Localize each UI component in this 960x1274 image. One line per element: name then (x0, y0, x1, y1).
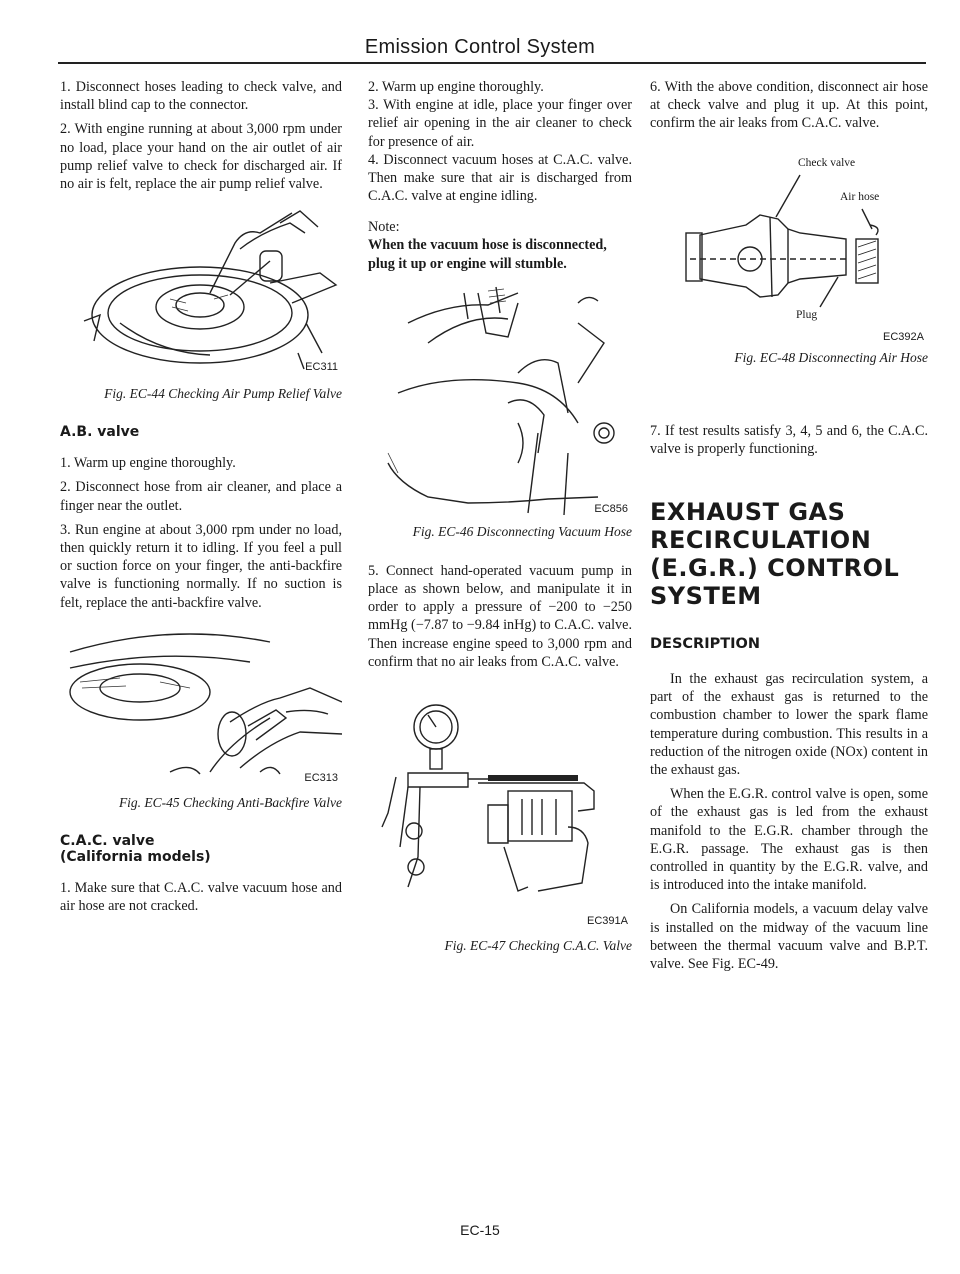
column-2 (368, 78, 632, 976)
anti-backfire-valve-illustration (60, 622, 342, 790)
figure-ec44 (60, 203, 342, 381)
figure-caption: Fig. EC-44 Checking Air Pump Relief Valve (104, 386, 342, 402)
figure-caption: Fig. EC-48 Disconnecting Air Hose (734, 349, 928, 365)
figure-ec48 (650, 155, 928, 345)
figure-code: EC392A (883, 330, 924, 343)
page-number: EC-15 (460, 1222, 500, 1238)
figure-code: EC391A (587, 915, 628, 928)
figure-code: EC856 (594, 502, 628, 515)
section-heading-ab-valve: A.B. valve (60, 424, 140, 441)
figure-caption: Fig. EC-45 Checking Anti-Backfire Valve (118, 794, 342, 810)
note-label: Note: (368, 219, 400, 236)
section-title-egr: EXHAUST GAS RECIRCULATION (E.G.R.) CONTROL SYSTEM (650, 498, 900, 611)
check-valve-air-hose-illustration (650, 155, 928, 345)
label-plug: Plug (796, 308, 818, 321)
figure-ec45 (60, 622, 342, 790)
air-pump-relief-valve-illustration (60, 203, 342, 381)
step-paragraph: 2. Warm up engine thoroughly. (368, 79, 544, 95)
checking-cac-valve-illustration (368, 687, 632, 933)
disconnecting-vacuum-hose-illustration (368, 283, 632, 519)
step-paragraph: 2. With engine running at about 3,000 rpm under no load, place your hand on the air outlet of air pump relief valve to check for discharged air. If no air is felt, replace the air pump relief valve. (60, 121, 342, 193)
step-paragraph: 1. Disconnect hoses leading to check valve, and install blind cap to the connector. (60, 79, 342, 114)
column-3 (650, 78, 928, 979)
step-paragraph: 7. If test results satisfy 3, 4, 5 and 6, the C.A.C. valve is properly functioning. (650, 422, 928, 457)
figure-caption: Fig. EC-46 Disconnecting Vacuum Hose (412, 523, 632, 539)
header-rule (58, 62, 926, 64)
page-header-title: Emission Control System (364, 36, 596, 58)
step-paragraph: 3. Run engine at about 3,000 rpm under no load, then quickly return it to idling. If you feel a pull or suction force on your finger, the anti-backfire valve is functioning normally. If no suction is felt, replace the anti-backfire valve. (60, 521, 342, 611)
step-paragraph: 3. With engine at idle, place your finger over relief air opening in the air cleaner to check for presence of air. (368, 97, 632, 150)
description-paragraph: When the E.G.R. control valve is open, some of the exhaust gas is led from the exhaust manifold to the E.G.R. chamber through the E.G.R. passage. The exhaust gas is then controlled in quantity by the E.G.R. valve, and is introduced into the intake manifold. (650, 786, 928, 894)
section-heading-cac-valve: C.A.C. valve (60, 832, 155, 849)
figure-ec47 (368, 687, 632, 933)
figure-code: EC313 (304, 771, 338, 784)
description-paragraph: On California models, a vacuum delay valve is installed on the midway of the vacuum line between the thermal vacuum valve and B.P.T. valve. See Fig. EC-49. (650, 901, 928, 973)
step-paragraph: 6. With the above condition, disconnect air hose at check valve and plug it up. At this point, confirm the air leaks from C.A.C. valve. (650, 79, 928, 132)
step-paragraph: 1. Warm up engine thoroughly. (60, 455, 236, 472)
section-heading-description: DESCRIPTION (650, 636, 760, 653)
step-paragraph: 1. Make sure that C.A.C. valve vacuum hose and air hose are not cracked. (60, 879, 342, 915)
section-subheading-california: (California models) (60, 848, 211, 865)
label-air-hose: Air hose (840, 190, 880, 203)
figure-code: EC311 (305, 361, 338, 374)
step-paragraph: 4. Disconnect vacuum hoses at C.A.C. valve. Then make sure that air is discharged from C.A.C. valve at engine idling. (368, 151, 632, 205)
description-paragraph: In the exhaust gas recirculation system, a part of the exhaust gas is returned to the combustion chamber to lower the spark flame temperature during combustion. This results in a reduction of the nitrogen oxide (NOx) content in the exhaust gas. (650, 671, 928, 779)
figure-caption: Fig. EC-47 Checking C.A.C. Valve (444, 938, 632, 954)
step-paragraph: 5. Connect hand-operated vacuum pump in place as shown below, and manipulate it in order to apply a pressure of −200 to −250 mmHg (−7.87 to −9.84 inHg) to C.A.C. valve. Then increase engine speed to 3,000 rpm and confirm that no air leaks from C.A.C. valve. (368, 562, 632, 670)
step-paragraph: 2. Disconnect hose from air cleaner, and place a finger near the outlet. (60, 479, 342, 514)
column-1 (60, 78, 342, 921)
figure-ec46 (368, 283, 632, 519)
label-check-valve: Check valve (798, 156, 856, 169)
note-text: When the vacuum hose is disconnected, plug it up or engine will stumble. (368, 237, 607, 272)
